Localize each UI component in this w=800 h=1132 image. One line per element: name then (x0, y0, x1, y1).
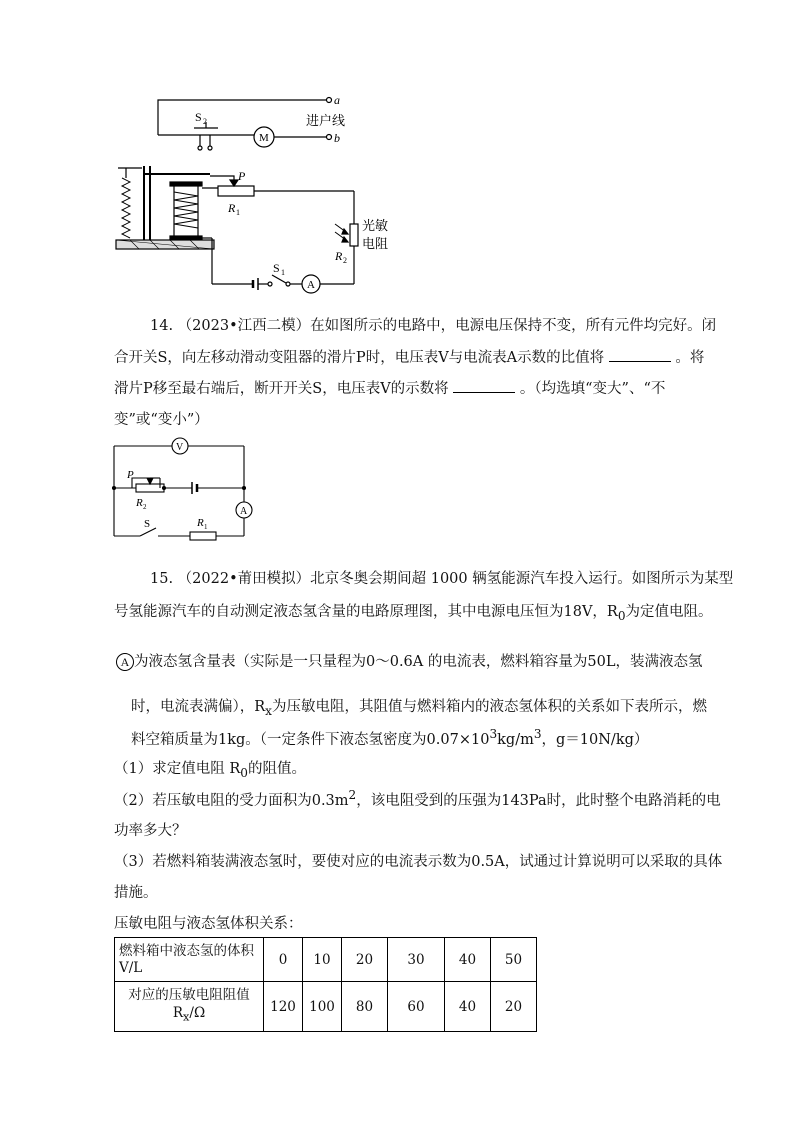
q15-sub-2-end: ，该电阻受到的压强为143Pa时，此时整个电路消耗的电 (356, 792, 721, 809)
q15-sub-2b: 功率多大？ (114, 823, 187, 839)
r2-label-2: R (136, 497, 143, 509)
r2-label: R (335, 249, 343, 263)
slider-p-label: P (238, 169, 246, 183)
header-rx-sub: x (183, 1010, 190, 1024)
table-cell: 100 (303, 982, 342, 1032)
s2-subscript: 2 (203, 117, 207, 126)
table-cell: 40 (445, 982, 491, 1032)
q14-line-3 (114, 377, 665, 398)
header-rx: R (172, 1005, 184, 1022)
q14-circuit-diagram (110, 434, 260, 544)
r1-label: R (228, 201, 236, 215)
s1-label: S (273, 261, 280, 275)
q15-line-5 (131, 727, 648, 749)
header-rx-unit: /Ω (189, 1005, 206, 1022)
incoming-line-label: 进户线 (306, 113, 346, 128)
q15-line-2-end: 为定值电阻。 (625, 604, 713, 620)
q14-line-2 (114, 346, 704, 367)
q15-line-5-text: 料空箱质量为1kg。（一定条件下液态氢密度为0.07×10 (131, 731, 490, 748)
exp-3: 3 (489, 727, 498, 741)
r2-subscript: 2 (343, 256, 347, 265)
q14-blank-1[interactable] (609, 347, 671, 362)
q15-sub-2 (114, 788, 721, 810)
s1-subscript: 1 (281, 268, 285, 277)
q15-line-4-text: 时，电流表满偏），R (131, 699, 266, 715)
table-cell: 20 (491, 982, 537, 1032)
q15-sub-3b: 措施。 (114, 885, 158, 901)
table-cell: 20 (342, 938, 388, 982)
s2-label: S (195, 110, 202, 124)
motor-label: M (259, 132, 269, 144)
q14-line-3-end: 。（均选填“变大”、“不 (519, 381, 666, 397)
table-cell: 30 (388, 938, 445, 982)
photo-resistor-label-2: 电阻 (362, 236, 389, 251)
table-caption: 压敏电阻与液态氢体积关系： (114, 916, 303, 932)
q15-line-3-text: 为液态氢含量表（实际是一只量程为0～0.6A 的电流表，燃料箱容量为50L，装满液态氢 (134, 654, 703, 670)
q15-line-4-end: 为压敏电阻，其阻值与燃料箱内的液态氢体积的关系如下表所示，燃 (271, 699, 707, 715)
q15-sub-3: （3）若燃料箱装满液态氢时，要使对应的电流表示数为0.5A，试通过计算说明可以采取的具体 (114, 854, 723, 870)
table-cell: 80 (342, 982, 388, 1032)
ammeter-label: A (307, 279, 315, 291)
resistance-volume-table (114, 937, 537, 1032)
terminal-a-label: a (334, 93, 340, 107)
header-volume-unit: V/L (119, 959, 143, 976)
table-cell: 50 (491, 938, 537, 982)
table-cell: 0 (264, 938, 303, 982)
q15-sub-2-text: （2）若压敏电阻的受力面积为0.3m (114, 792, 349, 809)
q15-sub-1-text: （1）求定值电阻 R (114, 761, 241, 777)
header-volume-text: 燃料箱中液态氢的体积 (119, 942, 254, 959)
q15-line-3 (116, 650, 702, 671)
rx-subscript: x (265, 703, 272, 718)
exp-3b: 3 (533, 727, 542, 741)
q14-blank-2[interactable] (453, 378, 515, 393)
q15-line-5-end: ，g＝10N/kg） (541, 731, 649, 748)
r1-subscript: 1 (236, 208, 240, 217)
r0-subscript-2: 0 (240, 765, 248, 780)
table-cell: 40 (445, 938, 491, 982)
table-header-volume (115, 938, 264, 982)
q14-line-2-text: 合开关S，向左移动滑动变阻器的滑片P时，电压表V与电流表A示数的比值将 (114, 350, 605, 366)
terminal-b-label: b (334, 131, 340, 145)
table-cell: 120 (264, 982, 303, 1032)
q15-line-5-mid: kg/m (497, 731, 534, 748)
q14-line-1: 14. （2023•江西二模）在如图所示的电路中，电源电压保持不变，所有元件均完好。闭 (150, 318, 717, 334)
q15-line-1: 15. （2022•莆田模拟）北京冬奥会期间超 1000 辆氢能源汽车投入运行。如图所示为某型 (150, 571, 734, 587)
q14-line-3-text: 滑片P移至最右端后，断开开关S，电压表V的示数将 (114, 381, 449, 397)
table-cell: 10 (303, 938, 342, 982)
r2-subscript-2: 2 (143, 503, 147, 511)
table-row (115, 938, 537, 982)
switch-s-label: S (144, 518, 151, 530)
q15-line-2 (114, 600, 713, 623)
ammeter-symbol-icon: A (116, 653, 134, 671)
q14-line-4: 变”或“变小”） (114, 412, 209, 428)
photo-resistor-label-1: 光敏 (362, 218, 389, 233)
q14-line-2-end: 。将 (675, 350, 705, 366)
table-cell: 60 (388, 982, 445, 1032)
r1-label-2: R (197, 517, 204, 529)
q15-line-4 (131, 695, 707, 718)
r0-subscript: 0 (617, 608, 626, 623)
table-header-resistance (115, 982, 264, 1032)
table-row (115, 982, 537, 1032)
voltmeter-label: V (176, 442, 184, 453)
slider-p-label-2: P (127, 469, 134, 481)
q15-sub-1-end: 的阻值。 (247, 761, 306, 777)
q15-line-2-text: 号氢能源汽车的自动测定液态氢含量的电路原理图，其中电源电压恒为18V，R (114, 604, 618, 620)
relay-circuit-diagram (110, 88, 390, 300)
r1-subscript-2: 1 (204, 523, 208, 531)
q15-sub-1 (114, 757, 306, 780)
exp-2: 2 (348, 788, 357, 802)
ammeter-label-2: A (240, 506, 248, 517)
header-resistance-text: 对应的压敏电阻阻值 (128, 987, 250, 1004)
